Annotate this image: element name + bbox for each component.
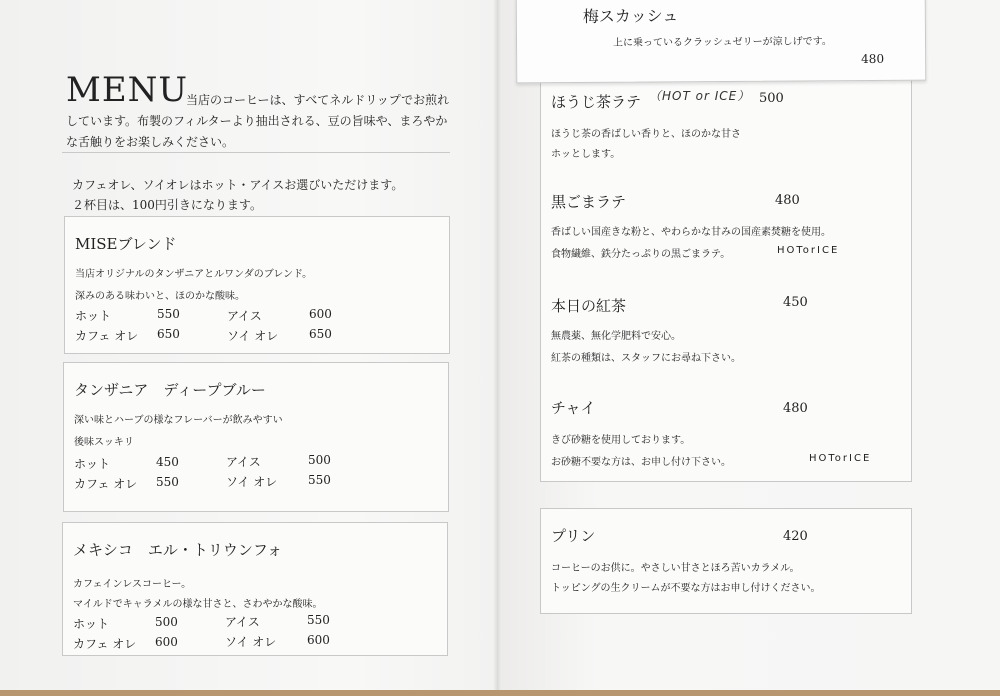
special-note-ume-squash [516, 0, 927, 83]
item-desc: 後味スッキリ [74, 437, 134, 448]
option-label: ホット [74, 457, 111, 471]
item-price: 450 [783, 295, 808, 310]
item-price: 500 [759, 91, 784, 106]
option-price: 650 [309, 327, 332, 341]
hot-or-ice-tag: HOTorICE [777, 245, 840, 256]
hot-or-ice-handwritten: （HOT or ICE） [649, 89, 751, 103]
item-desc: コーヒーのお供に。やさしい甘さとほろ苦いカラメル。 [551, 563, 800, 574]
item-price: 480 [783, 401, 808, 416]
item-name: チャイ [551, 399, 596, 417]
item-desc: ほうじ茶の香ばしい香りと、ほのかな甘さ [551, 129, 741, 140]
item-desc: お砂糖不要な方は、お申し付け下さい。 [551, 457, 731, 468]
item-name: メキシコ エル・トリウンフォ [73, 541, 283, 559]
option-label: ホット [75, 309, 112, 323]
table-surface [0, 690, 1000, 696]
option-label: カフェ オレ [75, 329, 139, 343]
item-desc: 深みのある味わいと、ほのかな酸味。 [75, 291, 245, 302]
menu-card-tanzania [63, 362, 449, 512]
item-desc: 上に乗っているクラッシュゼリーが涼しげです。 [612, 36, 832, 49]
option-label: カフェ オレ [73, 637, 137, 651]
menu-card-drinks [540, 72, 912, 482]
item-price: 420 [783, 529, 808, 544]
item-name: MISEブレンド [75, 235, 177, 253]
item-desc: 紅茶の種類は、スタッフにお尋ね下さい。 [551, 353, 741, 364]
item-name: 梅スカッシュ [582, 6, 679, 26]
option-price: 550 [156, 475, 179, 489]
option-label: カフェ オレ [74, 477, 138, 491]
hot-or-ice-tag: HOTorICE [809, 453, 872, 464]
intro-text: 当店のコーヒーは、すべてネルドリップでお煎れしています。布製のフィルターより抽出される、豆の旨味や、まろやかな舌触りをお楽しみください。 [66, 93, 450, 149]
option-label: アイス [225, 615, 260, 629]
item-price: 480 [775, 193, 800, 208]
option-price: 550 [307, 613, 330, 627]
item-name: 本日の紅茶 [551, 297, 627, 315]
page-fold [493, 0, 501, 692]
option-label: ソイ オレ [226, 475, 278, 489]
option-label: ソイ オレ [225, 635, 277, 649]
item-desc: ホッとします。 [551, 149, 621, 160]
option-price: 450 [156, 455, 179, 469]
menu-title: MENU [66, 70, 189, 110]
item-name: 黒ごまラテ [551, 193, 627, 211]
item-name: プリン [551, 527, 596, 545]
item-name: タンザニア ディープブルー [74, 381, 266, 399]
option-price: 600 [309, 307, 332, 321]
option-price: 600 [307, 633, 330, 647]
item-price: 480 [861, 51, 885, 67]
menu-card-pudding [540, 508, 912, 614]
item-name: ほうじ茶ラテ [551, 93, 642, 111]
menu-card-mise-blend [64, 216, 450, 354]
option-price: 600 [155, 635, 178, 649]
item-desc: 当店オリジナルのタンザニアとルワンダのブレンド。 [75, 269, 313, 280]
menu-card-mexico [62, 522, 448, 656]
order-note [72, 175, 403, 215]
option-price: 500 [308, 453, 331, 467]
item-desc: 無農薬、無化学肥料で安心。 [551, 331, 681, 342]
item-desc: きび砂糖を使用しております。 [551, 435, 691, 446]
item-desc: カフェインレスコーヒー。 [73, 579, 192, 590]
order-note-line: ２杯目は、100円引きになります。 [72, 198, 262, 212]
option-label: ソイ オレ [227, 329, 279, 343]
order-note-line: カフェオレ、ソイオレはホット・アイスお選びいただけます。 [72, 178, 404, 192]
item-desc: トッピングの生クリームが不要な方はお申し付けください。 [551, 583, 821, 594]
option-price: 500 [155, 615, 178, 629]
option-price: 650 [157, 327, 180, 341]
intro-divider [62, 152, 450, 153]
option-price: 550 [157, 307, 180, 321]
item-desc: マイルドでキャラメルの様な甘さと、さわやかな酸味。 [73, 599, 323, 610]
option-price: 550 [308, 473, 331, 487]
item-desc: 香ばしい国産きな粉と、やわらかな甘みの国産素焚糖を使用。 [551, 227, 831, 238]
item-desc: 食物繊維、鉄分たっぷりの黒ごまラテ。 [551, 249, 731, 260]
option-label: アイス [227, 309, 262, 323]
option-label: アイス [226, 455, 261, 469]
option-label: ホット [73, 617, 110, 631]
item-desc: 深い味とハーブの様なフレーバーが飲みやすい [74, 415, 283, 426]
